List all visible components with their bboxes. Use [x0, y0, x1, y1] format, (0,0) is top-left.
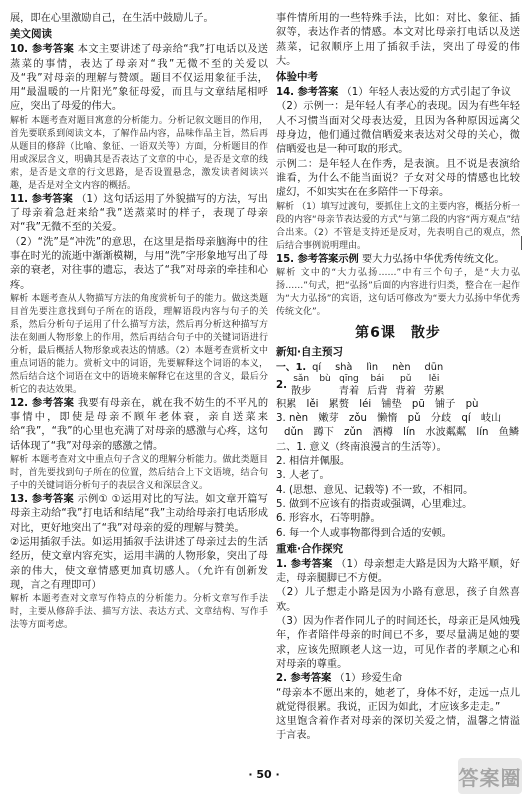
h2-text-3: 这里饱含着作者对母亲的深切关爱之情，温馨之情溢于言表。	[276, 716, 520, 742]
pinyin-1-0: qí	[312, 361, 322, 373]
item2-py-0: sǎn	[293, 373, 310, 384]
page-number: · 50 ·	[248, 768, 280, 781]
item2-hz-4: 背着	[395, 385, 416, 397]
section-tiyan: 体验中考	[276, 71, 318, 84]
q10-label: 10. 参考答案	[10, 44, 75, 56]
item2-py-5: lěi	[428, 373, 440, 384]
item2-pair-2	[339, 374, 359, 398]
q12-analysis: 解析 本题考查对文中重点句子含义的理解分析能力。做此类题目时，首先要找到句子所在的位置，然后结合上下文语境，结合句子中的关键词语分析句子的表层含义和深层含义。	[10, 455, 268, 492]
yi-label: 一、1.	[276, 361, 307, 373]
q15-text: 要大力弘扬中华优秀传统文化。	[361, 253, 505, 265]
q13-label: 13. 参考答案	[10, 494, 74, 506]
h1-label: 1. 参考答案	[276, 558, 333, 570]
q13-answer	[10, 493, 268, 536]
q13-text-2: ②运用插叙手法。如运用插叙手法讲述了母亲过去的生活经历，使文章内容充实，运用丰满的人物形象，突出了母亲的伟大，使文章情感更加真切感人。（允许有创新发现，言之有理即可）	[10, 536, 268, 591]
item2-pair-0	[291, 374, 311, 398]
q11-analysis: 解析 本题考查从人物描写方法的角度赏析句子的能力。做这类题目首先要注意找到句子所在的语段，理解语段内容与句子的关系，然后分析句子运用了什么描写方法，然后再分析这种描写方法在刻画人物形象上的作用，然后再结合句子中的关键词语进行分析，最后概括人物形象或表达的情感。（2）本题考查赏析文中重点词语的能力。赏析文中的词语，先要解释这个词语的本义，然后结合这个词语在文中的语境来解释它在这里的含义，最后分析它的表达效果。	[10, 293, 268, 395]
h1-text-1: （1）母亲想走大路是因为大路平顺，好走，母亲腿脚已不方便。	[276, 558, 520, 585]
er-4: 4. (思想、意见、记载等) 不一致，不相同。	[276, 484, 474, 496]
item2-py-3: bái	[370, 373, 385, 384]
er-3: 3. 人老了。	[276, 470, 330, 482]
item2-label: 2.	[276, 379, 287, 391]
q14-answer	[276, 86, 520, 100]
q10-text: 本文主要讲述了母亲给“我”打电话以及送蒸菜的事情，表达了母亲对“我”无微不至的关爱以及“我”对母亲的理解与赞颂。题目不仅运用象征手法，用“最温暖的一片阳光”象征母爱，而且与文章结尾相呼应，突出了母爱的伟大。	[10, 44, 268, 113]
item2-line2: 积累 lěi 累赘 léi 铺垫 pū 铺子 pù	[276, 398, 479, 410]
right-column	[276, 12, 520, 744]
right-intro: 事件情所用的一些特殊手法，比如：对比、象征、插叙等，表达作者的情感。本文对比母亲打电话以及送蒸菜，记叙顺序上用了插叙手法，突出了母爱的伟大。	[276, 13, 520, 67]
item3: 3. nèn 嫩芽 zǒu 懒惰 pǔ 分歧 qí 岐山	[276, 413, 502, 425]
q10-answer	[10, 43, 268, 114]
h1-text-2: （2）儿子想走小路是因为小路有意思，孩子自然喜欢。	[276, 587, 520, 613]
h2-text-1: （1）珍爱生命	[334, 673, 403, 685]
q14-label: 14. 参考答案	[276, 87, 339, 99]
item2-py-4: pǔ	[399, 373, 412, 384]
item2-hz-3: 后背	[367, 385, 388, 397]
er-7: 6. 每一个人或事物都得到合适的安顿。	[276, 527, 452, 539]
item2-pairs	[276, 374, 520, 398]
q12-answer	[10, 397, 268, 454]
margin-mark	[521, 236, 526, 250]
h1-text-3: （3）因为作者作同儿子的时间还长，母亲正是风烛残年，作者陪伴母亲的时间已不多，要尽量满足她的要求，应该先照顾老人这一边，可见作者的孝顺之心和对母亲的尊重。	[276, 616, 520, 670]
pinyin-1-4: dūn	[424, 361, 444, 373]
section-meiwen: 美文阅读	[10, 28, 52, 41]
section-tansuo: 重难·合作探究	[276, 542, 343, 555]
pinyin-row-1	[276, 361, 520, 374]
q13-text-1: 示例① ①运用对比的写法。如文章开篇写母亲主动给“我”打电话和结尾“我”主动给母亲打电话形成对比，更好地突出了“我”对母亲的爱的理解与赞美。	[10, 494, 268, 534]
q15-label: 15. 参考答案示例	[276, 253, 359, 265]
er-2: 2. 相信并佩服。	[276, 456, 351, 468]
left-column	[10, 12, 268, 632]
item2-pair-3	[367, 374, 387, 398]
watermark-logo: 答案圈	[458, 758, 522, 794]
item2-pair-5	[424, 374, 444, 398]
item2-pair-4	[396, 374, 416, 398]
pinyin-1-1: shà	[335, 361, 353, 373]
section-xinzhi: 新知·自主预习	[276, 345, 343, 358]
intro-line: 展，即在心里激励自己，在生活中鼓励儿子。	[10, 13, 214, 24]
item2-hz-5: 劳累	[423, 385, 445, 397]
item2-hz-0: 散步	[290, 385, 312, 397]
item3b: dǔn 蹲下 zǔn 酒樽 lín 水波粼粼 lín 鱼鳞	[284, 427, 520, 439]
q14-analysis: 解析 （1）填写过渡句，要抓住上文的主要内容，概括分析一段的内容“母亲节表达爱的方式”与第二段的内容“两方观点”结合出来。（2）不管是支持还是反对，先表明自己的观点，然后结合事例说明理由。	[276, 201, 520, 251]
h1-answer	[276, 558, 520, 587]
q14-text-1: （1）年轻人表达爱的方式引起了争议	[341, 87, 512, 99]
q13-analysis: 解析 本题考查对文章写作特点的分析能力。分析文章写作手法时，主要从修辞手法、描写方法、表达方式、文章结构、写作手法等方面考虑。	[10, 594, 268, 631]
q11-answer	[10, 193, 268, 236]
q14-text-3: 示例二：是年轻人在作秀，是表演。且不说是表演给谁看，为什么不能当面说？子女对父母的情感也比较虚幻，不如实实在在多陪伴一下母亲。	[276, 158, 520, 199]
item2-py-2: qīng	[339, 373, 359, 384]
q12-label: 12. 参考答案	[10, 397, 75, 409]
item2-py-1: bù	[319, 373, 331, 384]
q11-text-2: （2）“洗”是“冲洗”的意思，在这里是指母亲脑海中的往事在时光的流逝中渐渐模糊，与用“洗”字形象地写出了母亲的衰老，对往事的遗忘，表达了“我”对母亲的牵挂和心疼。	[10, 236, 268, 291]
er-5: 5. 做到不应该有的指责或强调，心里难过。	[276, 498, 473, 510]
h2-label: 2. 参考答案	[276, 673, 332, 685]
pinyin-1-2: lìn	[366, 361, 379, 373]
item2-pair-1	[319, 374, 330, 398]
q11-label: 11. 参考答案	[10, 193, 73, 205]
h2-answer	[276, 672, 520, 686]
h2-text-2: “母亲本不愿出来的，她老了，身体不好，走远一点儿就觉得很累。我说，正因为如此，才应该多走走。”	[276, 687, 520, 713]
er-1: 二、1. 意义（终南浪漫言的生活等）。	[276, 441, 447, 453]
q14-text-2: （2）示例一：是年轻人有孝心的表现。因为有些年轻人不习惯当面对父母表达爱，且因为各种原因远离父母身边，他们通过微信晒爱来表达对父母的关心，微信晒爱也是一种可取的形式。	[276, 101, 520, 156]
lesson-title: 第6课 散步	[355, 324, 441, 341]
q15-analysis: 解析 文中的“大力弘扬……”中有三个句子，是“大力弘扬……”句式，把“弘扬”后面的内容进行归类，整合在一起作为“大力弘扬”的宾语，这句话可修改为“要大力弘扬中华优秀传统文化”。	[276, 267, 520, 317]
q12-text: 我要有母亲在，就在我不妨生的不平凡的事情中，即使是母亲不顾年老体衰，亲自送菜来给“我”，“我”的心里也充满了对母亲的感激与心疼，这句话体现了“我”对母亲的感激之情。	[10, 397, 269, 452]
q10-analysis: 解析 本题考查对题目寓意的分析能力。分析记叙文题目的作用，首先要联系到阅读文本，了解作品内容，品味作品主旨，然后再从题目的修辞（比喻、象征、一语双关等）方面，分析题目的作用或深层含义，明确其是否表达了文章的中心，是否是文章的线索，是否是文章的行文思路，是否设置悬念，激发读者阅读兴趣，是否是对全文内容的概括。	[10, 115, 268, 191]
pinyin-1-3: nèn	[392, 361, 411, 373]
er-6: 6. 形容水，石等明静。	[276, 513, 381, 525]
item2-hz-2: 青着	[338, 385, 360, 397]
q15-answer	[276, 253, 520, 267]
q11-text-1: （1）这句话运用了外貌描写的方法，写出了母亲着急赶来给“我”送蒸菜时的样子，表现了母亲对“我”无微不至的关爱。	[10, 193, 268, 234]
